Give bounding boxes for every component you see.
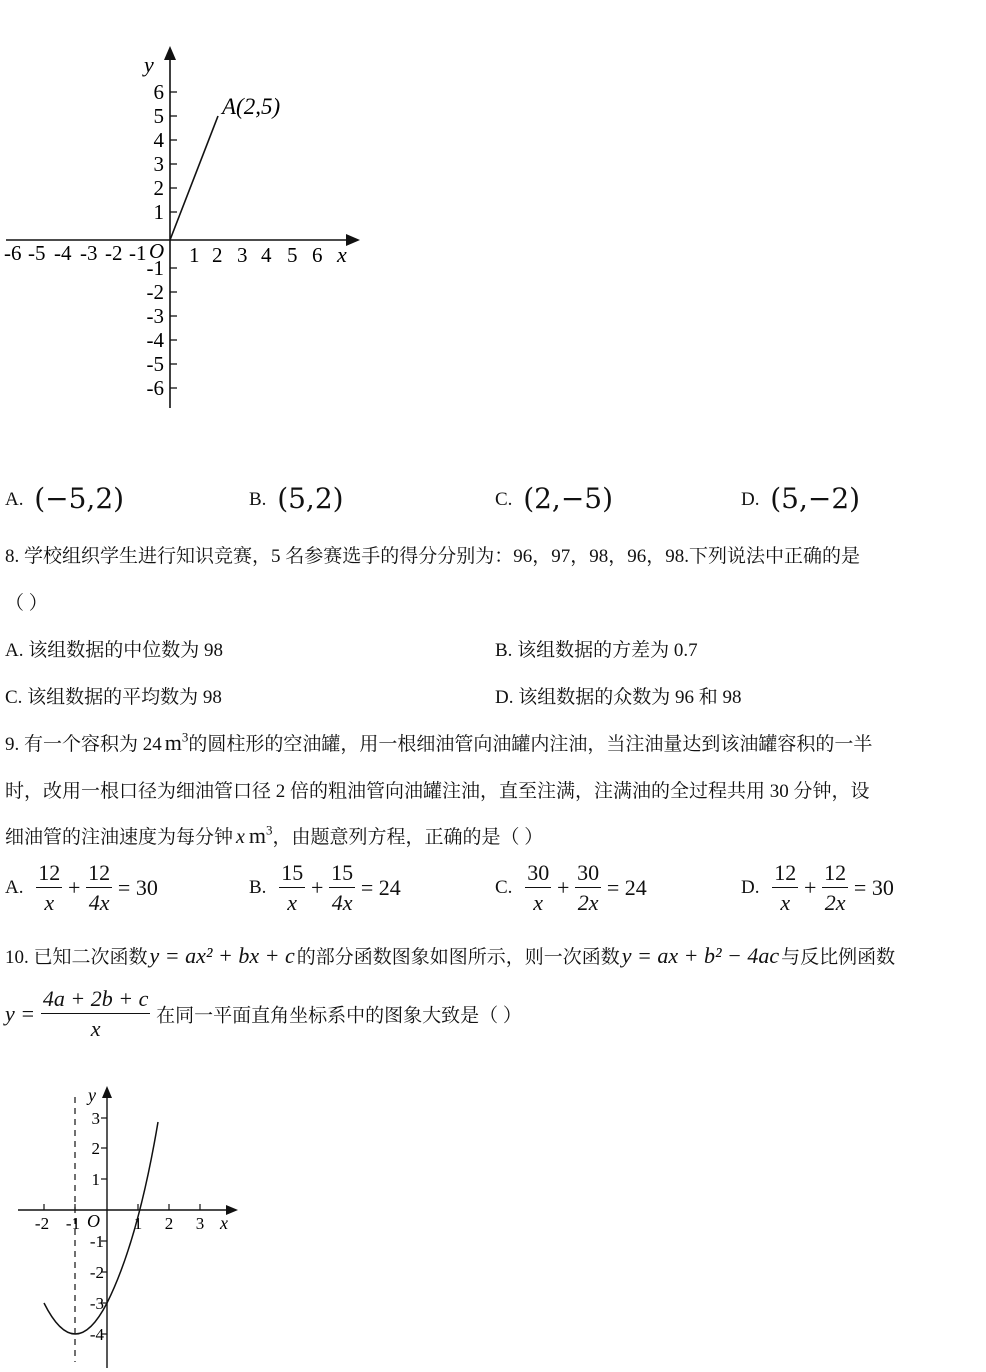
y-tick-label: 5 [153,104,164,128]
option-letter: C. [495,489,513,510]
q10-stem-line-2: y = $\frac{4a + 2b + c}{x}$ 在同一平面直角坐标系中的图象大致是（ ） [5,986,522,1041]
origin-label: O [87,1211,100,1231]
y-tick-label: -2 [89,1263,104,1282]
option-value: (−5,2) [34,482,125,515]
fraction: $\frac{12}{2x}$ [824,860,847,915]
y-tick-label: 3 [91,1109,100,1128]
x-tick-label: 2 [164,1214,174,1233]
q8-stem-line-1: 8. 学校组织学生进行知识竞赛，5 名参赛选手的得分分别为：96，97，98，96，98.下列说法中正确的是 [5,546,861,567]
q8-option-d[interactable]: D. 该组数据的众数为 96 和 98 [495,687,742,708]
y-tick-label: 2 [153,176,164,200]
q10-stem-line-1: 10. 已知二次函数y = ax² + bx + c 的部分函数图象如图所示，则一次函数y = ax + b² − 4ac 与反比例函数 [5,943,896,968]
x-tick-label: -4 [54,241,72,265]
option-value: (2,−5) [523,482,614,515]
y-axis-arrow-icon [102,1086,112,1098]
x-tick-label: -3 [80,241,98,265]
y-axis-label: y [88,1085,96,1105]
point-a-label: A(2,5) [222,94,281,119]
y-tick-label: 1 [153,200,164,224]
q8-stem-line-2: （ ） [5,593,48,614]
fraction: $\frac{30}{x}$ [527,860,550,915]
y-axis-label: y [144,52,154,77]
y-tick-label: -4 [146,328,164,352]
linear-expression: y = ax + b² − 4ac [621,943,780,968]
q7-option-b[interactable] [249,482,344,515]
reciprocal-lhs: y = [5,1001,36,1026]
x-tick-label: -6 [4,241,22,265]
segment-oa [170,116,218,240]
option-value: (5,−2) [770,482,861,515]
y-tick-label: 3 [153,152,164,176]
unit-m3: $m^3$ [164,729,189,755]
quadratic-expression: y = ax² + bx + c [149,943,295,968]
fraction: $\frac{15}{x}$ [281,860,304,915]
y-tick-label: -1 [89,1232,104,1251]
x-tick-label: 5 [287,243,298,267]
y-tick-label: -6 [146,376,164,400]
figure-2-parabola-graph [0,1075,250,1372]
figure-1-coordinate-plane [0,40,370,420]
y-tick-label: 4 [153,128,164,152]
unit-m3: $m^3$ [248,822,273,848]
x-axis-label: x [337,242,347,267]
x-axis-label: x [220,1213,228,1233]
x-axis-arrow-icon [346,234,360,246]
q8-option-b[interactable]: B. 该组数据的方差为 0.7 [495,640,698,661]
fraction: $\frac{12}{x}$ [774,860,797,915]
fraction: $\frac{15}{4x}$ [331,860,354,915]
q7-option-a[interactable] [5,482,124,515]
x-tick-label: 3 [237,243,248,267]
q8-option-c[interactable]: C. 该组数据的平均数为 98 [5,687,222,708]
x-tick-label: 1 [189,243,200,267]
x-tick-label: -1 [129,241,147,265]
option-value: (5,2) [277,482,344,515]
option-letter: B. [249,489,267,510]
q9-stem-line-1: 9. 有一个容积为 24 $m^3$的圆柱形的空油罐，用一根细油管向油罐内注油，当注油量达到该油罐容积的一半 [5,729,873,755]
x-tick-label: -5 [28,241,46,265]
option-letter: A. [5,489,24,510]
x-tick-label: -2 [34,1214,50,1233]
y-axis-arrow-icon [164,46,176,60]
x-tick-label: 1 [133,1214,143,1233]
y-tick-label: -2 [146,280,164,304]
fraction: $\frac{12}{x}$ [38,860,61,915]
q9-option-d[interactable]: D. $\frac{12}{x}$ + $\frac{12}{2x}$ = 30 [741,860,894,915]
q7-option-d[interactable] [741,482,860,515]
q9-option-b[interactable]: B. $\frac{15}{x}$ + $\frac{15}{4x}$ = 24 [249,860,401,915]
x-tick-label: 3 [195,1214,205,1233]
x-tick-label: 2 [212,243,223,267]
q9-option-c[interactable]: C. $\frac{30}{x}$ + $\frac{30}{2x}$ = 24 [495,860,647,915]
y-tick-label: -3 [89,1294,104,1313]
y-tick-label: -5 [146,352,164,376]
q7-option-c[interactable] [495,482,613,515]
y-tick-label: -3 [146,304,164,328]
reciprocal-fraction: $\frac{4a + 2b + c}{x}$ [42,986,149,1041]
y-tick-label: 1 [91,1170,100,1189]
x-tick-label: -1 [65,1214,81,1233]
x-tick-label: -2 [105,241,123,265]
q9-option-a[interactable]: A. $\frac{12}{x}$ + $\frac{12}{4x}$ = 30 [5,860,158,915]
fraction: $\frac{12}{4x}$ [88,860,111,915]
y-tick-label: 2 [91,1139,100,1158]
y-tick-label: -1 [146,256,164,280]
option-letter: D. [741,489,760,510]
origin-label: O [149,239,165,263]
x-tick-label: 6 [312,243,323,267]
q9-stem-line-2: 时，改用一根口径为细油管口径 2 倍的粗油管向油罐注油，直至注满，注满油的全过程共用 30 分钟，设 [5,781,870,802]
y-tick-label: -4 [89,1325,104,1344]
y-tick-label: 6 [153,80,164,104]
q8-option-a[interactable]: A. 该组数据的中位数为 98 [5,640,223,661]
variable-x: x [236,826,245,848]
fraction: $\frac{30}{2x}$ [577,860,600,915]
q9-stem-line-3: 细油管的注油速度为每分钟 x $m^3$，由题意列方程，正确的是（ ） [5,822,544,848]
x-tick-label: 4 [261,243,272,267]
